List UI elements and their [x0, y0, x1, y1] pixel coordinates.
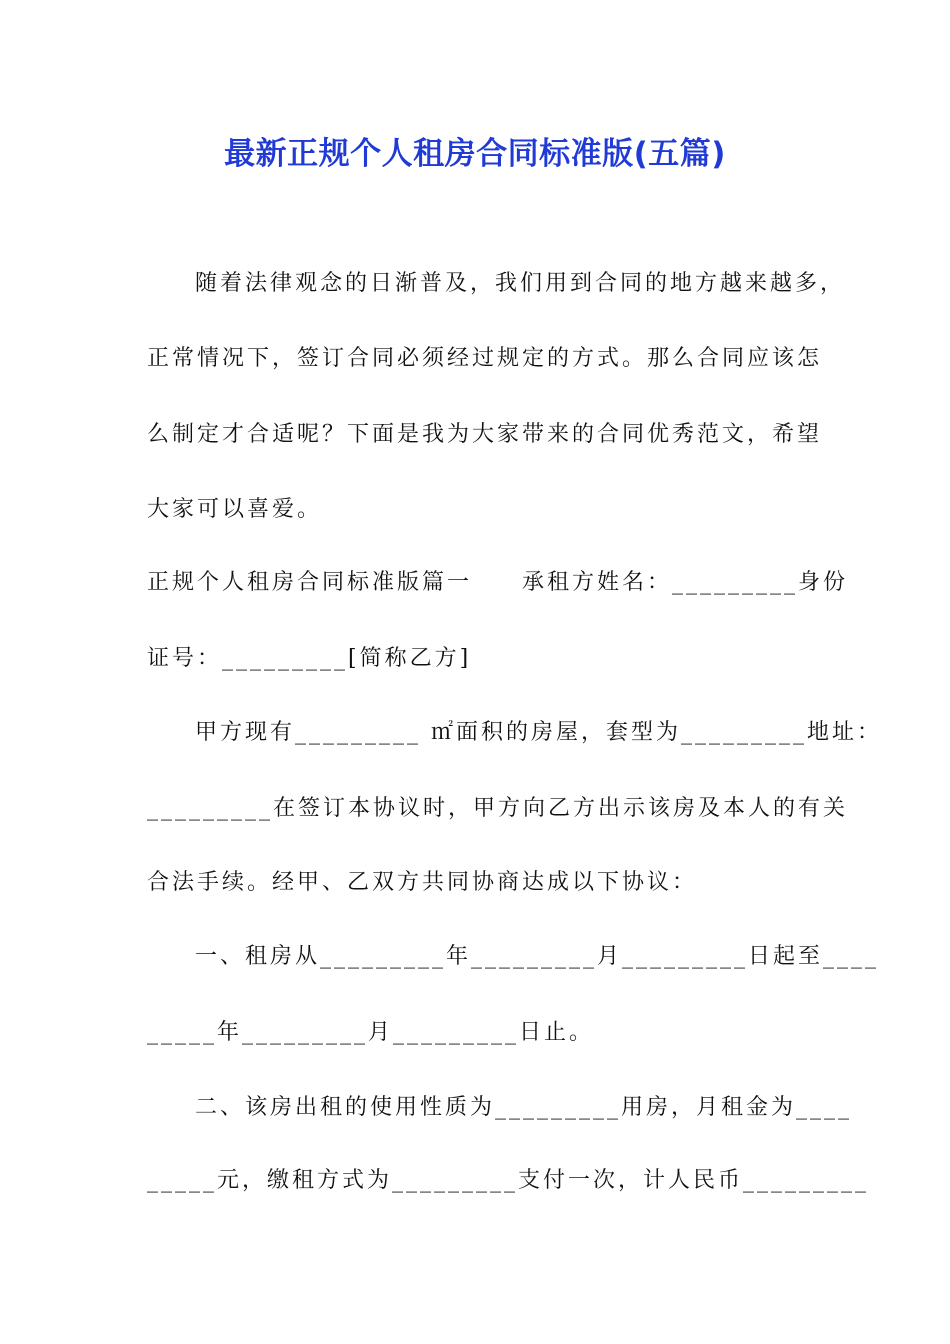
section-heading-line: 正规个人租房合同标准版篇一 承租方姓名：_________身份 [147, 570, 849, 595]
clause-line: 二、该房出租的使用性质为_________用房，月租金为____ [195, 1095, 853, 1120]
clause-line: _____元，缴租方式为_________支付一次，计人民币_________ [147, 1168, 870, 1193]
clause-line: 一、租房从_________年_________月_________日起至____ [195, 944, 880, 969]
paragraph-line: 证号：_________[简称乙方] [147, 646, 472, 671]
paragraph-line: 随着法律观念的日渐普及，我们用到合同的地方越来越多， [195, 271, 846, 296]
paragraph-line: 正常情况下，签订合同必须经过规定的方式。那么合同应该怎 [147, 346, 823, 371]
paragraph-line: 甲方现有_________ ㎡面积的房屋，套型为_________地址： [195, 720, 882, 745]
document-title: 最新正规个人租房合同标准版(五篇) [224, 136, 726, 172]
clause-line: _____年_________月_________日止。 [147, 1020, 595, 1045]
paragraph-line: 么制定才合适呢？下面是我为大家带来的合同优秀范文，希望 [147, 422, 823, 447]
paragraph-line: 大家可以喜爱。 [147, 497, 323, 522]
paragraph-line: _________在签订本协议时，甲方向乙方出示该房及本人的有关 [147, 796, 849, 821]
paragraph-line: 合法手续。经甲、乙双方共同协商达成以下协议： [147, 870, 698, 895]
